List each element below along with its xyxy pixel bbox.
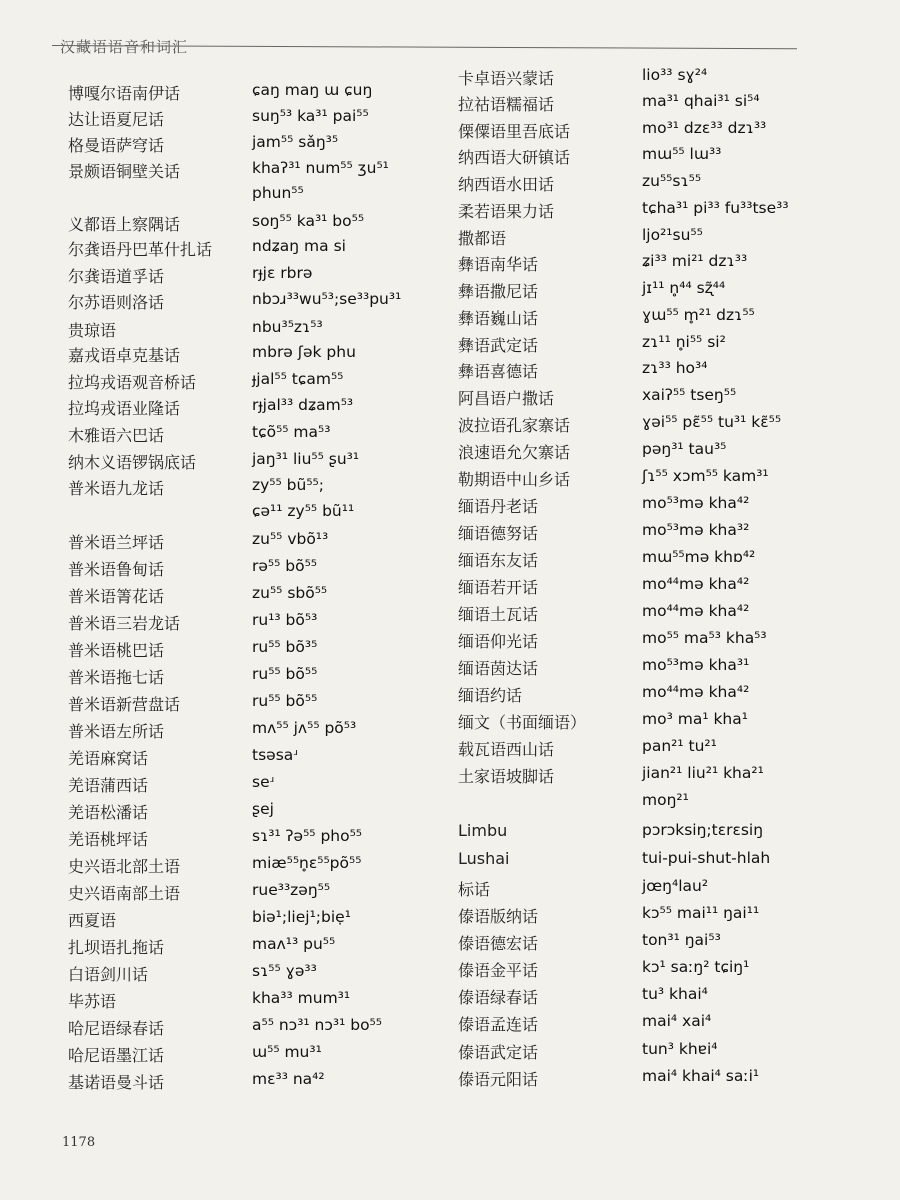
dialect-name: 义都语上察隅话 bbox=[68, 215, 181, 234]
dialect-name: 卡卓语兴蒙话 bbox=[458, 69, 555, 88]
phonetic-form: soŋ⁵⁵ ka³¹ bo⁵⁵ bbox=[252, 212, 365, 230]
dialect-name: 标话 bbox=[458, 880, 491, 899]
phonetic-form: ɟjal⁵⁵ tɕam⁵⁵ bbox=[252, 370, 344, 388]
dialect-name: 西夏语 bbox=[68, 911, 117, 930]
phonetic-form: mo⁵³mə kha³¹ bbox=[642, 656, 750, 674]
phonetic-form: ɣəi⁵⁵ pɛ̃⁵⁵ tu³¹ kɛ̃⁵⁵ bbox=[642, 413, 782, 431]
phonetic-form: tɕõ⁵⁵ ma⁵³ bbox=[252, 423, 331, 441]
dialect-name: 缅语若开话 bbox=[458, 578, 539, 597]
phonetic-form: ndʑaŋ ma si bbox=[252, 237, 346, 255]
phonetic-form: mo⁴⁴mə kha⁴² bbox=[642, 683, 750, 701]
phonetic-form: lio³³ sɣ²⁴ bbox=[642, 66, 708, 84]
phonetic-form: mɛ³³ na⁴² bbox=[252, 1070, 325, 1088]
phonetic-form: maʌ¹³ pu⁵⁵ bbox=[252, 935, 336, 953]
dialect-name: 缅语约话 bbox=[458, 686, 523, 705]
phonetic-form: mo⁵³mə kha³² bbox=[642, 521, 750, 539]
phonetic-form: mɯ⁵⁵mə khɒ⁴² bbox=[642, 548, 756, 566]
phonetic-form: mo⁴⁴mə kha⁴² bbox=[642, 575, 750, 593]
phonetic-form: rɟjal³³ dʑam⁵³ bbox=[252, 396, 354, 414]
dialect-name: 普米语兰坪话 bbox=[68, 533, 165, 552]
phonetic-form: sɿ⁵⁵ ɣə³³ bbox=[252, 962, 317, 980]
dialect-name: 拉坞戎语业隆话 bbox=[68, 399, 181, 418]
phonetic-form: ru¹³ bõ⁵³ bbox=[252, 611, 318, 629]
dialect-name: 缅语东友话 bbox=[458, 551, 539, 570]
phonetic-form: mo⁵⁵ ma⁵³ kha⁵³ bbox=[642, 629, 767, 647]
phonetic-form: pan²¹ tu²¹ bbox=[642, 737, 717, 755]
phonetic-form: ru⁵⁵ bõ⁵⁵ bbox=[252, 692, 318, 710]
phonetic-form: kɔ¹ saːŋ² tɕiŋ¹ bbox=[642, 958, 750, 976]
dialect-name: 普米语左所话 bbox=[68, 722, 165, 741]
phonetic-form: ɕə¹¹ zy⁵⁵ bũ¹¹ bbox=[252, 502, 355, 520]
phonetic-form: ljo²¹su⁵⁵ bbox=[642, 226, 703, 244]
phonetic-form: mʌ⁵⁵ jʌ⁵⁵ põ⁵³ bbox=[252, 719, 357, 737]
dialect-name: 缅文（书面缅语） bbox=[458, 713, 587, 732]
dialect-name: 拉坞戎语观音桥话 bbox=[68, 373, 197, 392]
phonetic-form: rue³³zəŋ⁵⁵ bbox=[252, 881, 331, 899]
dialect-name: Lushai bbox=[458, 849, 510, 868]
dialect-name: 羌语蒲西话 bbox=[68, 776, 149, 795]
dialect-name: 普米语箐花话 bbox=[68, 587, 165, 606]
dialect-name: 缅语德努话 bbox=[458, 524, 539, 543]
dialect-name: 彝语武定话 bbox=[458, 336, 539, 355]
phonetic-form: tui-pui-shut-hlah bbox=[642, 849, 771, 867]
phonetic-form: biə¹;liej¹;biẹ¹ bbox=[252, 908, 351, 926]
dialect-name: 拉祜语糯福话 bbox=[458, 95, 555, 114]
dialect-name: 傣语绿春话 bbox=[458, 988, 539, 1007]
phonetic-form: jian²¹ liu²¹ kha²¹ bbox=[642, 764, 764, 782]
dialect-name: 傣语版纳话 bbox=[458, 907, 539, 926]
dialect-name: 浪速语允欠寨话 bbox=[458, 443, 571, 462]
phonetic-form: tɕha³¹ pi³³ fu³³tse³³ bbox=[642, 199, 789, 217]
phonetic-form: ɕaŋ maŋ ɯ ɕuŋ bbox=[252, 81, 373, 99]
dialect-name: 柔若语果力话 bbox=[458, 202, 555, 221]
phonetic-form: mo³ ma¹ kha¹ bbox=[642, 710, 748, 728]
page-number: 1178 bbox=[62, 1135, 96, 1150]
phonetic-form: khaʔ³¹ num⁵⁵ ʒu⁵¹ bbox=[252, 159, 389, 177]
dialect-name: 缅语仰光话 bbox=[458, 632, 539, 651]
phonetic-form: rə⁵⁵ bõ⁵⁵ bbox=[252, 557, 318, 575]
phonetic-form: kɔ⁵⁵ mai¹¹ ŋai¹¹ bbox=[642, 904, 760, 922]
dialect-name: 傣语德宏话 bbox=[458, 934, 539, 953]
phonetic-form: moŋ²¹ bbox=[642, 791, 689, 809]
phonetic-form: pəŋ³¹ tau³⁵ bbox=[642, 440, 727, 458]
dialect-name: 羌语松潘话 bbox=[68, 803, 149, 822]
dialect-name: 普米语鲁甸话 bbox=[68, 560, 165, 579]
dialect-name: 普米语拖七话 bbox=[68, 668, 165, 687]
dialect-name: 缅语茵达话 bbox=[458, 659, 539, 678]
dialect-name: 纳木义语锣锅底话 bbox=[68, 453, 197, 472]
dialect-name: 波拉语孔家寨话 bbox=[458, 416, 571, 435]
phonetic-form: jœŋ⁴lau² bbox=[642, 877, 709, 895]
dialect-name: 缅语土瓦话 bbox=[458, 605, 539, 624]
dialect-name: 傣语金平话 bbox=[458, 961, 539, 980]
dialect-name: 载瓦语西山话 bbox=[458, 740, 555, 759]
phonetic-form: seʴ bbox=[252, 773, 275, 791]
dialect-name: 白语剑川话 bbox=[68, 965, 149, 984]
dialect-name: 哈尼语墨江话 bbox=[68, 1046, 165, 1065]
phonetic-form: nbu³⁵zɿ⁵³ bbox=[252, 318, 323, 336]
dialect-name: 普米语三岩龙话 bbox=[68, 614, 181, 633]
dialect-name: 彝语巍山话 bbox=[458, 309, 539, 328]
phonetic-form: mɯ⁵⁵ lɯ³³ bbox=[642, 145, 722, 163]
dialect-name: 尔龚语道孚话 bbox=[68, 267, 165, 286]
dialect-name: 格曼语萨穹话 bbox=[68, 136, 165, 155]
dialect-name: 彝语喜德话 bbox=[458, 362, 539, 381]
phonetic-form: ʃɿ⁵⁵ xɔm⁵⁵ kam³¹ bbox=[642, 467, 769, 485]
phonetic-form: tu³ khai⁴ bbox=[642, 985, 708, 1003]
dialect-name: 彝语南华话 bbox=[458, 255, 539, 274]
dialect-name: 基诺语曼斗话 bbox=[68, 1073, 165, 1092]
dialect-name: 撒都语 bbox=[458, 229, 507, 248]
dialect-name: 普米语九龙话 bbox=[68, 479, 165, 498]
dialect-name: 羌语桃坪话 bbox=[68, 830, 149, 849]
phonetic-form: zu⁵⁵sɿ⁵⁵ bbox=[642, 172, 702, 190]
phonetic-form: a⁵⁵ nɔ³¹ nɔ³¹ bo⁵⁵ bbox=[252, 1016, 382, 1034]
phonetic-form: jam⁵⁵ sǎŋ³⁵ bbox=[252, 133, 339, 151]
dialect-name: 羌语麻窝话 bbox=[68, 749, 149, 768]
dialect-name: 史兴语南部土语 bbox=[68, 884, 181, 903]
phonetic-form: xaiʔ⁵⁵ tseŋ⁵⁵ bbox=[642, 386, 737, 404]
phonetic-form: zy⁵⁵ bũ⁵⁵; bbox=[252, 476, 324, 494]
dialect-name: 嘉戎语卓克基话 bbox=[68, 346, 181, 365]
phonetic-form: mai⁴ xai⁴ bbox=[642, 1012, 712, 1030]
dialect-name: 尔龚语丹巴革什扎话 bbox=[68, 240, 213, 259]
phonetic-form: mbrə ʃək phu bbox=[252, 343, 356, 361]
phonetic-form: jɪ¹¹ n̥⁴⁴ sʐ̃⁴⁴ bbox=[642, 279, 726, 297]
dialect-name: 扎坝语扎拖话 bbox=[68, 938, 165, 957]
phonetic-form: mo³¹ dzɛ³³ dzɿ³³ bbox=[642, 119, 767, 137]
dialect-name: 毕苏语 bbox=[68, 992, 117, 1011]
dialect-name: 史兴语北部土语 bbox=[68, 857, 181, 876]
dialect-name: 纳西语大研镇话 bbox=[458, 148, 571, 167]
phonetic-form: pɔrɔksiŋ;tɛrɛsiŋ bbox=[642, 821, 764, 839]
dialect-name: 哈尼语绿春话 bbox=[68, 1019, 165, 1038]
phonetic-form: ton³¹ ŋai⁵³ bbox=[642, 931, 721, 949]
dialect-name: 博嘎尔语南伊话 bbox=[68, 84, 181, 103]
phonetic-form: miæ⁵⁵n̥ɛ⁵⁵põ⁵⁵ bbox=[252, 854, 362, 872]
dialect-name: 土家语坡脚话 bbox=[458, 767, 555, 786]
phonetic-form: jaŋ³¹ liu⁵⁵ ʂu³¹ bbox=[252, 450, 360, 468]
dialect-name: 达让语夏尼话 bbox=[68, 110, 165, 129]
phonetic-form: rɟjɛ rbrə bbox=[252, 264, 313, 282]
dialect-name: 景颇语铜壁关话 bbox=[68, 162, 181, 181]
dialect-name: 傣语武定话 bbox=[458, 1043, 539, 1062]
dialect-name: 尔苏语则洛话 bbox=[68, 293, 165, 312]
phonetic-form: phun⁵⁵ bbox=[252, 184, 304, 202]
phonetic-form: ʑi³³ mi²¹ dzɿ³³ bbox=[642, 252, 748, 270]
phonetic-form: mai⁴ khai⁴ saːi¹ bbox=[642, 1067, 760, 1085]
phonetic-form: zɿ¹¹ n̥i⁵⁵ si² bbox=[642, 333, 726, 351]
phonetic-form: ʂej bbox=[252, 800, 274, 818]
dialect-name: 彝语撒尼话 bbox=[458, 282, 539, 301]
dialect-name: 缅语丹老话 bbox=[458, 497, 539, 516]
phonetic-form: mo⁴⁴mə kha⁴² bbox=[642, 602, 750, 620]
phonetic-form: suŋ⁵³ ka³¹ pai⁵⁵ bbox=[252, 107, 369, 125]
phonetic-form: zɿ³³ ho³⁴ bbox=[642, 359, 708, 377]
phonetic-form: tsəsaʴ bbox=[252, 746, 298, 764]
dialect-name: 阿昌语户撒话 bbox=[458, 389, 555, 408]
dialect-name: 傣语孟连话 bbox=[458, 1015, 539, 1034]
phonetic-form: zu⁵⁵ sbõ⁵⁵ bbox=[252, 584, 328, 602]
dialect-name: 傣语元阳话 bbox=[458, 1070, 539, 1089]
running-header: 汉藏语语音和词汇 bbox=[60, 38, 189, 56]
phonetic-form: kha³³ mum³¹ bbox=[252, 989, 351, 1007]
phonetic-form: ma³¹ qhai³¹ si⁵⁴ bbox=[642, 92, 760, 110]
phonetic-form: ru⁵⁵ bõ⁵⁵ bbox=[252, 665, 318, 683]
phonetic-form: mo⁵³mə kha⁴² bbox=[642, 494, 750, 512]
dialect-name: 普米语桃巴话 bbox=[68, 641, 165, 660]
phonetic-form: ru⁵⁵ bõ³⁵ bbox=[252, 638, 318, 656]
dialect-name: 贵琼语 bbox=[68, 321, 117, 340]
phonetic-form: ɯ⁵⁵ mu³¹ bbox=[252, 1043, 322, 1061]
phonetic-form: nbɔɹ³³wu⁵³;se³³pu³¹ bbox=[252, 290, 402, 308]
dialect-name: 纳西语水田话 bbox=[458, 175, 555, 194]
phonetic-form: ɣɯ⁵⁵ m̥²¹ dzɿ⁵⁵ bbox=[642, 306, 755, 324]
dialect-name: 傈僳语里吾底话 bbox=[458, 122, 571, 141]
phonetic-form: sɿ³¹ ʔə⁵⁵ pho⁵⁵ bbox=[252, 827, 363, 845]
dialect-name: 普米语新营盘话 bbox=[68, 695, 181, 714]
dialect-name: 木雅语六巴话 bbox=[68, 426, 165, 445]
phonetic-form: zu⁵⁵ vbõ¹³ bbox=[252, 530, 329, 548]
dialect-name: 勒期语中山乡话 bbox=[458, 470, 571, 489]
phonetic-form: tun³ khɐi⁴ bbox=[642, 1040, 718, 1058]
dialect-name: Limbu bbox=[458, 821, 508, 840]
